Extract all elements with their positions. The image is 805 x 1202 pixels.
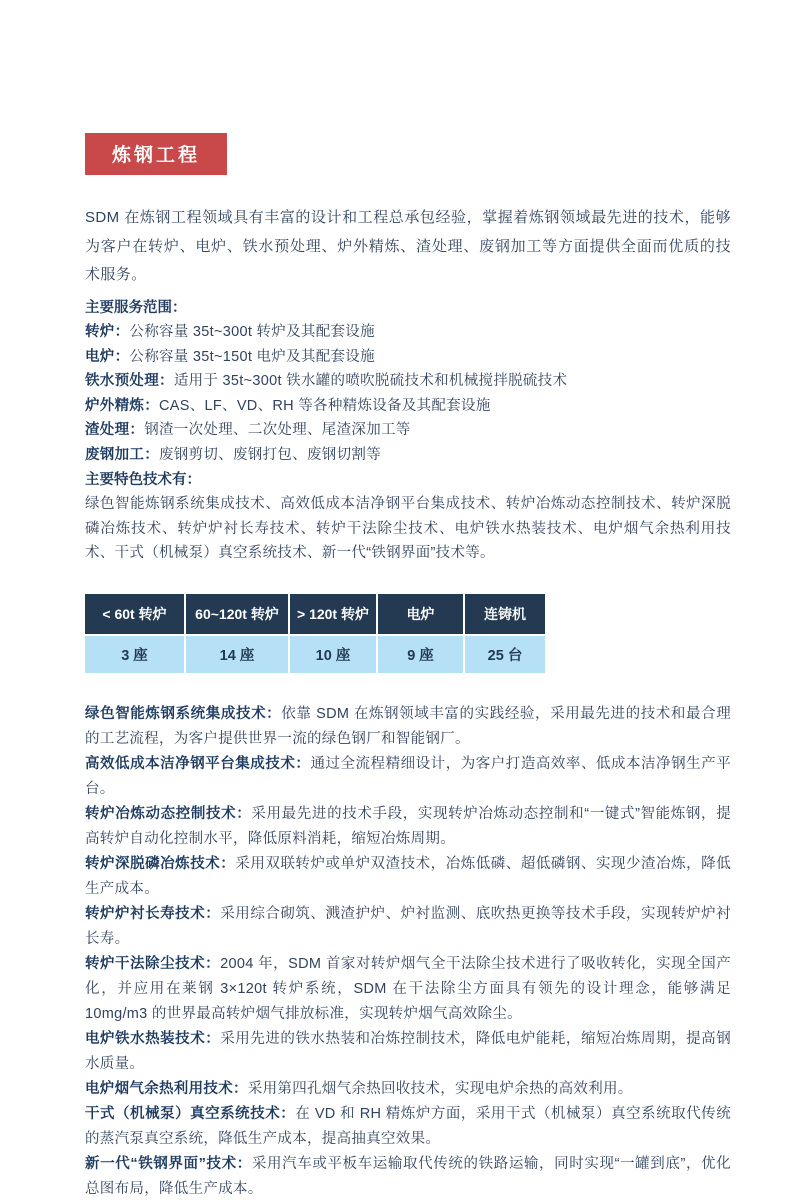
service-item-label: 电炉： <box>85 348 130 365</box>
tech-item-text: 依靠 SDM 在炼钢领域丰富的实践经验，采用最先进的技术和最合理的工艺流程，为客户提供世界一流的绿色钢厂和智能钢厂。 <box>85 705 731 747</box>
page-content <box>85 133 731 1202</box>
tech-item <box>85 702 731 752</box>
technology-descriptions <box>85 702 731 1202</box>
capacity-table-value-cell: 9 座 <box>378 636 465 673</box>
tech-item-text: 采用最先进的技术手段，实现转炉冶炼动态控制和“一键式”智能炼钢，提高转炉自动化控制水平，降低原料消耗，缩短冶炼周期。 <box>85 805 731 847</box>
tech-item <box>85 1077 731 1102</box>
service-scope-section <box>85 296 731 566</box>
tech-item-label: 转炉冶炼动态控制技术： <box>85 805 252 822</box>
service-item <box>85 320 731 345</box>
tech-item <box>85 902 731 952</box>
tech-item <box>85 1152 731 1202</box>
tech-item-label: 转炉干法除尘技术： <box>85 955 221 972</box>
service-item-label: 废钢加工： <box>85 447 159 464</box>
capacity-table <box>85 594 545 673</box>
capacity-table-value-cell: 14 座 <box>186 636 290 673</box>
service-item-label: 渣处理： <box>85 422 145 439</box>
tech-item <box>85 1027 731 1077</box>
tech-item-label: 转炉深脱磷冶炼技术： <box>85 855 236 872</box>
tech-item-text: 在 VD 和 RH 精炼炉方面，采用干式（机械泵）真空系统取代传统的蒸汽泵真空系统，降低生产成本，提高抽真空效果。 <box>85 1105 731 1147</box>
service-item <box>85 418 731 443</box>
tech-item <box>85 852 731 902</box>
service-item-label: 铁水预处理： <box>85 373 174 390</box>
section-title-badge: 炼钢工程 <box>85 133 227 175</box>
service-item <box>85 369 731 394</box>
tech-item-text: 采用综合砌筑、溅渣护炉、炉衬监测、底吹热更换等技术手段，实现转炉炉衬长寿。 <box>85 905 732 947</box>
capacity-table-header-cell: 电炉 <box>378 594 465 636</box>
service-item <box>85 394 731 419</box>
tech-item-label: 绿色智能炼钢系统集成技术： <box>85 705 282 722</box>
service-item <box>85 345 731 370</box>
capacity-table-value-row <box>85 636 545 673</box>
tech-item-label: 电炉铁水热装技术： <box>85 1030 221 1047</box>
service-item-text: CAS、LF、VD、RH 等各种精炼设备及其配套设施 <box>159 397 491 414</box>
features-summary: 绿色智能炼钢系统集成技术、高效低成本洁净钢平台集成技术、转炉冶炼动态控制技术、转炉深脱磷冶炼技术、转炉炉衬长寿技术、转炉干法除尘技术、电炉铁水热装技术、电炉烟气余热利用技术、干式（机械泵）真空系统技术、新一代“铁钢界面”技术等。 <box>85 496 731 562</box>
tech-item <box>85 752 731 802</box>
tech-item-text: 采用先进的铁水热装和冶炼控制技术，降低电炉能耗，缩短冶炼周期，提高钢水质量。 <box>85 1030 732 1072</box>
service-item-text: 钢渣一次处理、二次处理、尾渣深加工等 <box>144 422 411 439</box>
capacity-table-header-cell: 连铸机 <box>465 594 545 636</box>
tech-item <box>85 1102 731 1152</box>
tech-item-label: 高效低成本洁净钢平台集成技术： <box>85 755 311 772</box>
tech-item-text: 采用双联转炉或单炉双渣技术，冶炼低磷、超低磷钢、实现少渣冶炼，降低生产成本。 <box>85 855 732 897</box>
service-item-text: 适用于 35t~300t 铁水罐的喷吹脱硫技术和机械搅拌脱硫技术 <box>173 373 568 390</box>
tech-item-label: 新一代“铁钢界面”技术： <box>85 1155 252 1172</box>
service-item-text: 公称容量 35t~150t 电炉及其配套设施 <box>129 348 375 365</box>
tech-item-label: 干式（机械泵）真空系统技术： <box>85 1105 296 1122</box>
tech-item-text: 采用第四孔烟气余热回收技术，实现电炉余热的高效利用。 <box>247 1080 633 1097</box>
service-item-text: 废钢剪切、废钢打包、废钢切割等 <box>159 447 381 464</box>
tech-item-text: 通过全流程精细设计，为客户打造高效率、低成本洁净钢生产平台。 <box>85 755 732 797</box>
capacity-table-header-row <box>85 594 545 636</box>
service-item <box>85 443 731 468</box>
service-item-label: 转炉： <box>85 324 130 341</box>
features-heading: 主要特色技术有： <box>85 471 201 488</box>
service-item-text: 公称容量 35t~300t 转炉及其配套设施 <box>129 324 375 341</box>
capacity-table-value-cell: 10 座 <box>290 636 378 673</box>
tech-item-label: 转炉炉衬长寿技术： <box>85 905 221 922</box>
tech-item <box>85 952 731 1027</box>
tech-item-text: 2004 年，SDM 首家对转炉烟气全干法除尘技术进行了吸收转化，实现全国产化，并应用在莱钢 3×120t 转炉系统，SDM 在干法除尘方面具有领先的设计理念，能够满足 10mg/m3 的世界最高转炉烟气排放标准，实现转炉烟气高效除尘。 <box>85 955 732 1022</box>
capacity-table-header-cell: 60~120t 转炉 <box>186 594 290 636</box>
service-item-label: 炉外精炼： <box>85 397 159 414</box>
intro-paragraph: SDM 在炼钢工程领域具有丰富的设计和工程总承包经验，掌握着炼钢领域最先进的技术，能够为客户在转炉、电炉、铁水预处理、炉外精炼、渣处理、废钢加工等方面提供全面而优质的技术服务。 <box>85 209 731 283</box>
capacity-table-value-cell: 25 台 <box>465 636 545 673</box>
tech-item <box>85 802 731 852</box>
service-scope-heading: 主要服务范围： <box>85 299 187 316</box>
capacity-table-value-cell: 3 座 <box>85 636 186 673</box>
tech-item-text: 采用汽车或平板车运输取代传统的铁路运输，同时实现“一罐到底”，优化总图布局，降低生产成本。 <box>85 1155 731 1197</box>
tech-item-label: 电炉烟气余热利用技术： <box>85 1080 248 1097</box>
capacity-table-header-cell: < 60t 转炉 <box>85 594 186 636</box>
capacity-table-header-cell: > 120t 转炉 <box>290 594 378 636</box>
